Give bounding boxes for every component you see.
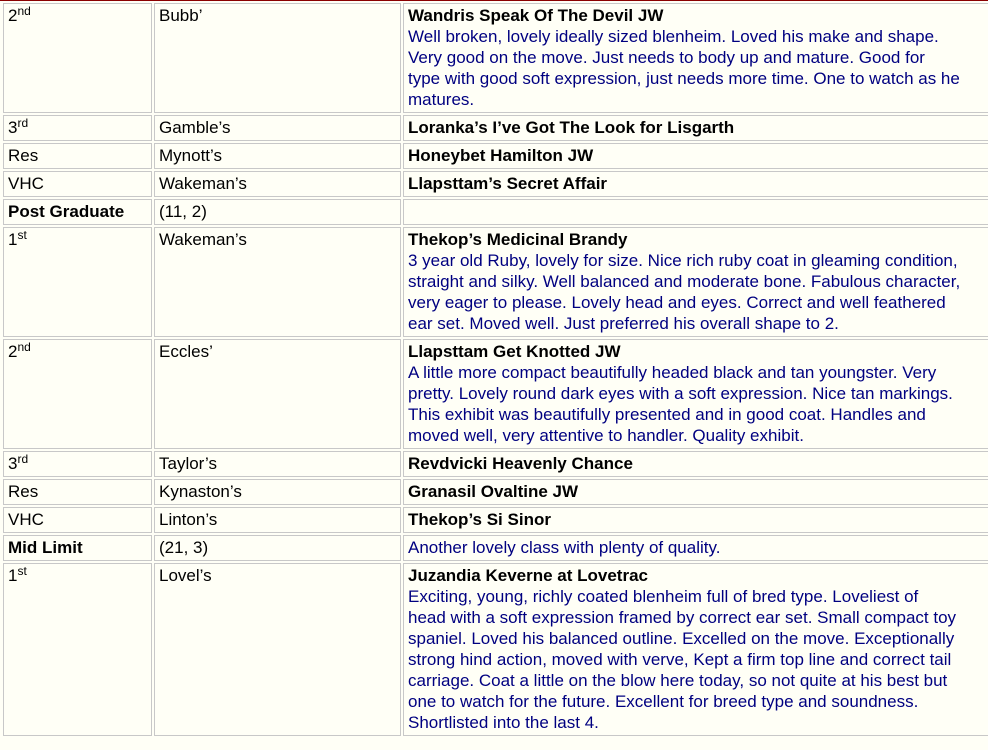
placing-suffix: st (17, 564, 27, 578)
dog-name: Llapsttam’s Secret Affair (408, 174, 608, 193)
placing-label: Res (8, 146, 39, 165)
result-row (3, 339, 988, 449)
class-header-row (3, 199, 988, 225)
entry-cell (403, 227, 988, 337)
dog-name: Loranka’s I’ve Got The Look for Lisgarth (408, 118, 735, 137)
class-header-row (3, 535, 988, 561)
placing-cell (3, 479, 152, 505)
placing-cell (3, 563, 152, 736)
entry-cell (403, 507, 988, 533)
placing-suffix: nd (17, 340, 31, 354)
dog-name: Llapsttam Get Knotted JW (408, 342, 621, 361)
owner-cell: Linton’s (154, 507, 401, 533)
result-row (3, 3, 988, 113)
placing-cell (3, 3, 152, 113)
placing-cell (3, 451, 152, 477)
result-row (3, 171, 988, 197)
dog-name: Granasil Ovaltine JW (408, 482, 579, 501)
owner-cell: Taylor’s (154, 451, 401, 477)
dog-name: Juzandia Keverne at Lovetrac (408, 566, 648, 585)
class-name: Mid Limit (3, 535, 152, 561)
owner-cell: Wakeman’s (154, 227, 401, 337)
result-row (3, 115, 988, 141)
placing-label: VHC (8, 510, 44, 529)
entry-cell (403, 143, 988, 169)
class-name: Post Graduate (3, 199, 152, 225)
placing-suffix: st (17, 228, 27, 242)
placing-label: 2 (8, 6, 18, 25)
entry-cell (403, 115, 988, 141)
placing-cell (3, 339, 152, 449)
entry-cell (403, 171, 988, 197)
critique-text: A little more compact beautifully headed black and tan youngster. Very pretty. Lovely round dark eyes with a soft expression. Nice tan markings. This exhibit was beautifully presented and in good coat. Handles and moved well, very attentive to handler. Quality exhibit. (408, 363, 953, 445)
placing-label: 3 (8, 454, 18, 473)
critique-text: Well broken, lovely ideally sized blenheim. Loved his make and shape. Very good on the move. Just needs to body up and mature. Good for type with good soft expression, just needs more time. One to watch as he matures. (408, 27, 960, 109)
result-row (3, 227, 988, 337)
dog-name: Thekop’s Medicinal Brandy (408, 230, 628, 249)
owner-cell: Wakeman’s (154, 171, 401, 197)
dog-name: Revdvicki Heavenly Chance (408, 454, 633, 473)
dog-name: Thekop’s Si Sinor (408, 510, 551, 529)
placing-label: VHC (8, 174, 44, 193)
class-entry-counts: (21, 3) (154, 535, 401, 561)
result-row (3, 507, 988, 533)
class-note-cell (403, 535, 988, 561)
result-row (3, 451, 988, 477)
entry-cell (403, 339, 988, 449)
class-note: Another lovely class with plenty of quality. (408, 538, 721, 557)
owner-cell: Kynaston’s (154, 479, 401, 505)
owner-cell: Lovel’s (154, 563, 401, 736)
owner-cell: Bubb’ (154, 3, 401, 113)
owner-cell: Eccles’ (154, 339, 401, 449)
entry-cell (403, 3, 988, 113)
placing-cell (3, 507, 152, 533)
critique-text: Exciting, young, richly coated blenheim full of bred type. Loveliest of head with a soft expression framed by correct ear set. Small compact toy spaniel. Loved his balanced outline. Excelled on the move. Exceptionally strong hind action, moved with verve, Kept a firm top line and correct tail carriage. Coat a little on the blow here today, so not quite at his best but one to watch for the future. Excellent for breed type and soundness. Shortlisted into the last 4. (408, 587, 957, 732)
dog-name: Wandris Speak Of The Devil JW (408, 6, 664, 25)
placing-suffix: nd (17, 4, 31, 18)
placing-label: 1 (8, 230, 18, 249)
placing-suffix: rd (17, 116, 29, 130)
placing-suffix: rd (17, 452, 29, 466)
entry-cell (403, 563, 988, 736)
owner-cell: Gamble’s (154, 115, 401, 141)
class-entry-counts: (11, 2) (154, 199, 401, 225)
placing-label: 2 (8, 342, 18, 361)
result-row (3, 143, 988, 169)
dog-name: Honeybet Hamilton JW (408, 146, 594, 165)
results-table (1, 1, 988, 738)
entry-cell (403, 479, 988, 505)
placing-cell (3, 143, 152, 169)
result-row (3, 479, 988, 505)
placing-cell (3, 115, 152, 141)
entry-cell (403, 451, 988, 477)
placing-cell (3, 227, 152, 337)
owner-cell: Mynott’s (154, 143, 401, 169)
result-row (3, 563, 988, 736)
placing-cell (3, 171, 152, 197)
placing-label: Res (8, 482, 39, 501)
placing-label: 1 (8, 566, 18, 585)
class-note-cell (403, 199, 988, 225)
placing-label: 3 (8, 118, 18, 137)
critique-text: 3 year old Ruby, lovely for size. Nice rich ruby coat in gleaming condition, straight and silky. Well balanced and moderate bone. Fabulous character, very eager to please. Lovely head and eyes. Correct and well feathered ear set. Moved well. Just preferred his overall shape to 2. (408, 251, 961, 333)
results-table-body (3, 3, 988, 736)
